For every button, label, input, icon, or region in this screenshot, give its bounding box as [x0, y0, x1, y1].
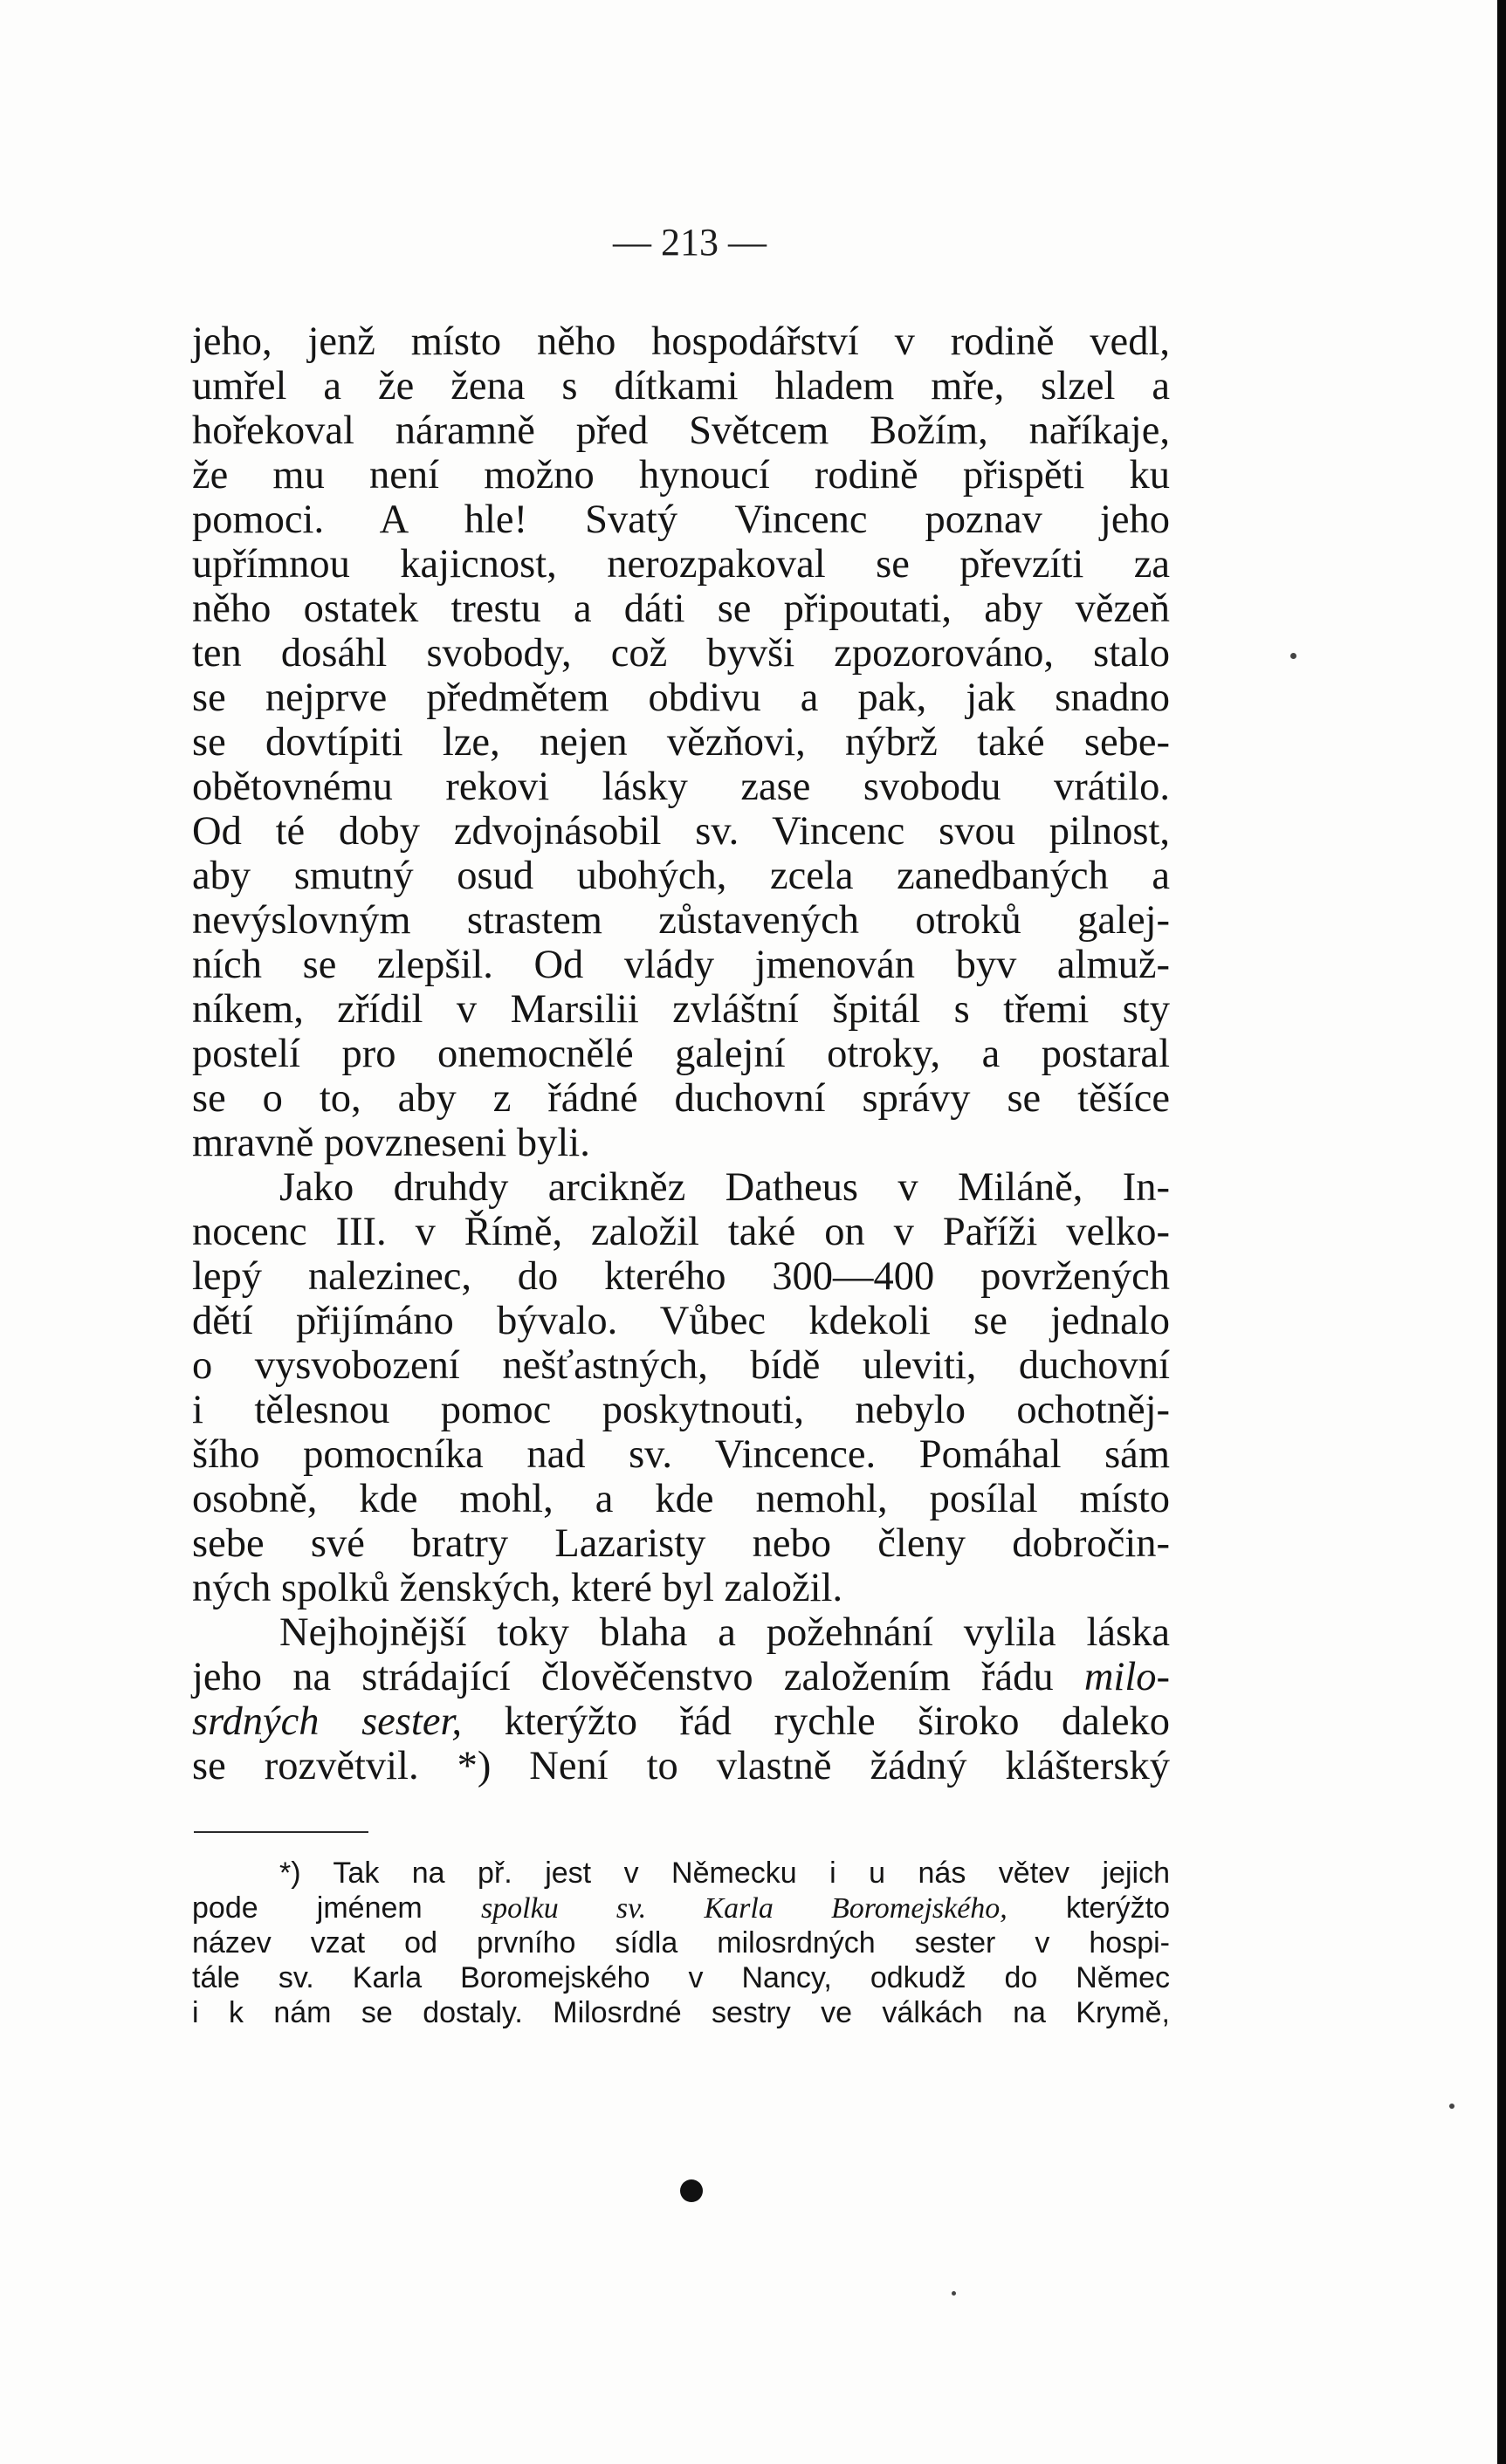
text-line: se dovtípiti lze, nejen vězňovi, nýbrž také sebe- — [192, 720, 1170, 765]
text-line: pomoci. A hle! Svatý Vincenc poznav jeho — [192, 498, 1170, 542]
scan-border — [1497, 0, 1506, 2464]
body-text — [192, 319, 1170, 1788]
text-run: kterýžto — [1065, 1891, 1171, 1925]
text-run: pode jménem — [192, 1891, 423, 1925]
footnote-line — [192, 1891, 1170, 1925]
text-line: nevýslovným strastem zůstavených otroků galej- — [192, 898, 1170, 943]
italic-term: milo- — [1083, 1655, 1170, 1699]
text-line — [192, 1655, 1170, 1699]
text-line: šího pomocníka nad sv. Vincence. Pomáhal sám — [192, 1432, 1170, 1477]
footnote-line: *) Tak na př. jest v Německu i u nás větev jejich — [279, 1857, 1170, 1890]
text-line: ných spolků ženských, které byl založil. — [192, 1566, 843, 1610]
text-line: mravně povzneseni byli. — [192, 1121, 590, 1165]
footnote-divider — [194, 1831, 368, 1833]
paper-speck — [952, 2291, 956, 2296]
ink-blot — [680, 2179, 703, 2202]
text-line: nocenc III. v Římě, založil také on v Paříži velko- — [192, 1210, 1170, 1254]
text-line: něho ostatek trestu a dáti se připoutati, aby vězeň — [192, 587, 1170, 631]
text-line: ten dosáhl svobody, což byvši zpozorováno, stalo — [192, 631, 1170, 676]
text-line: postelí pro onemocnělé galejní otroky, a postaral — [192, 1032, 1170, 1076]
text-line: aby smutný osud ubohých, zcela zanedbaných a — [192, 854, 1170, 898]
text-line: jeho, jenž místo něho hospodářství v rodině vedl, — [192, 319, 1170, 364]
text-line: Nejhojnější toky blaha a požehnání vylila láska — [279, 1610, 1170, 1655]
italic-term: spolku sv. Karla Boromejského, — [480, 1892, 1007, 1925]
text-line: ních se zlepšil. Od vlády jmenován byv almuž- — [192, 943, 1170, 987]
text-line: sebe své bratry Lazaristy nebo členy dobročin- — [192, 1521, 1170, 1566]
footnote-line: název vzat od prvního sídla milosrdných sester v hospi- — [192, 1926, 1170, 1960]
text-line: dětí přijímáno bývalo. Vůbec kdekoli se jednalo — [192, 1299, 1170, 1343]
footnote — [192, 1856, 1170, 2030]
text-line: upřímnou kajicnost, nerozpakoval se převzíti za — [192, 542, 1170, 587]
paper-speck — [1290, 653, 1296, 659]
text-line: se rozvětvil. *) Není to vlastně žádný klášterský — [192, 1744, 1170, 1788]
text-line: níkem, zřídil v Marsilii zvláštní špitál s třemi sty — [192, 987, 1170, 1032]
footnote-line: i k nám se dostaly. Milosrdné sestry ve válkách na Krymě, — [192, 1996, 1170, 2029]
paper-speck — [1449, 2104, 1454, 2109]
text-line: o vysvobození nešťastných, bídě uleviti, duchovní — [192, 1343, 1170, 1388]
text-run: kterýžto řád rychle široko daleko — [504, 1699, 1171, 1744]
text-line: i tělesnou pomoc poskytnouti, nebylo ochotněj- — [192, 1388, 1170, 1432]
text-line: Jako druhdy arcikněz Datheus v Miláně, In- — [279, 1165, 1170, 1210]
text-line: umřel a že žena s dítkami hladem mře, slzel a — [192, 364, 1170, 408]
page-number: — 213 — — [613, 221, 767, 264]
text-line: lepý nalezinec, do kterého 300—400 povržených — [192, 1254, 1170, 1299]
text-line: osobně, kde mohl, a kde nemohl, posílal místo — [192, 1477, 1170, 1521]
text-line: že mu není možno hynoucí rodině přispěti ku — [192, 453, 1170, 498]
text-line: se nejprve předmětem obdivu a pak, jak snadno — [192, 676, 1170, 720]
text-line: se o to, aby z řádné duchovní správy se těšíce — [192, 1076, 1170, 1121]
text-line: Od té doby zdvojnásobil sv. Vincenc svou pilnost, — [192, 809, 1170, 854]
italic-term: srdných sester, — [192, 1699, 463, 1744]
text-line: hořekoval náramně před Světcem Božím, naříkaje, — [192, 408, 1170, 453]
text-line: obětovnému rekovi lásky zase svobodu vrátilo. — [192, 765, 1170, 809]
text-line — [192, 1699, 1170, 1744]
footnote-line: tále sv. Karla Boromejského v Nancy, odkudž do Němec — [192, 1961, 1170, 1994]
text-run: jeho na strádající člověčenstvo založením řádu — [192, 1655, 1054, 1699]
